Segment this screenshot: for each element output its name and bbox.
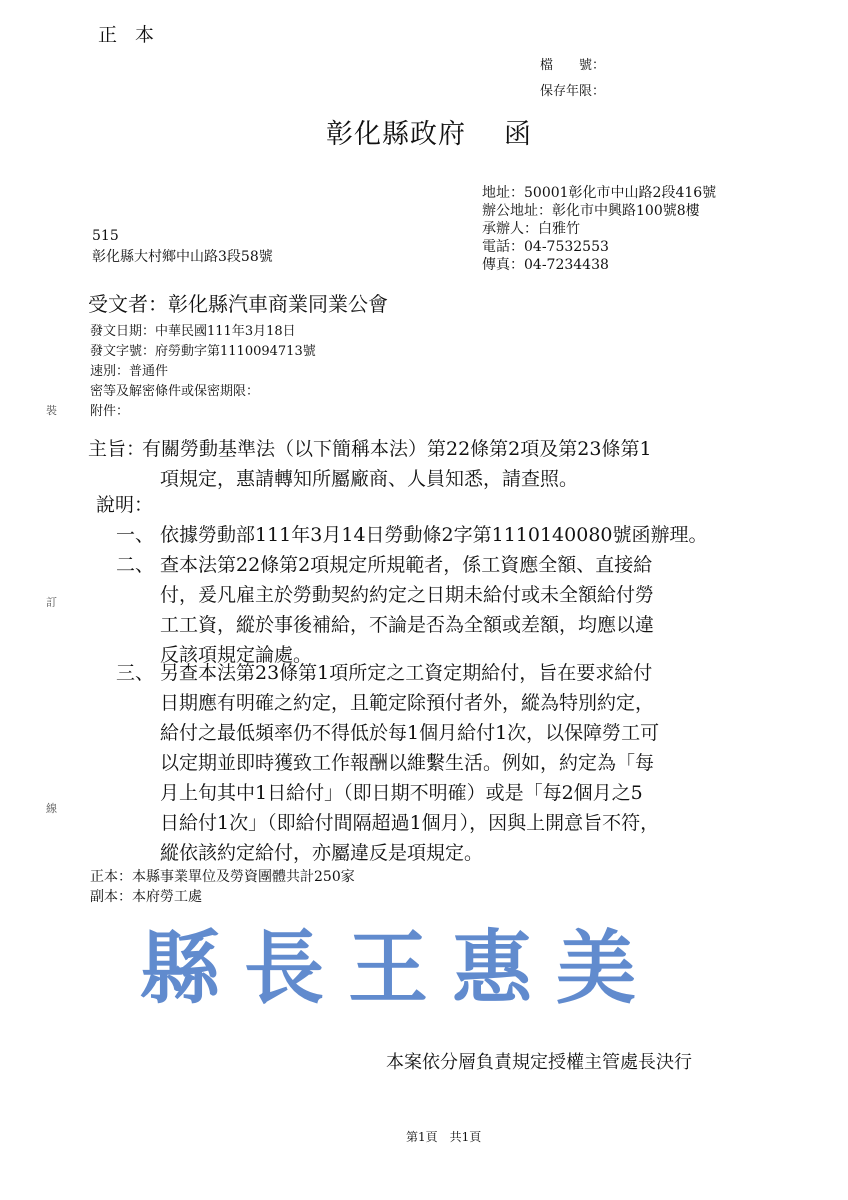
explanation-item-line: 日期應有明確之約定，且範定除預付者外，縱為特別約定，: [160, 692, 655, 714]
seal-character: 長: [244, 921, 324, 1015]
subject-line: 有關勞動基準法（以下簡稱本法）第22條第2項及第23條第1: [142, 438, 652, 460]
binding-mark: 裝: [46, 404, 57, 417]
recipient-postcode: 515: [92, 228, 119, 244]
subject-label: 主旨：: [88, 438, 146, 460]
recipient: 受文者：彰化縣汽車商業同業公會: [88, 292, 388, 316]
explanation-item-line: 工工資，縱於事後補給，不論是否為全額或差額，均應以違: [160, 614, 655, 636]
explanation-item-line: 反該項規定論處。: [160, 644, 313, 666]
file-number-label: 檔 號：: [540, 58, 606, 73]
attachments: 附件：: [90, 404, 130, 419]
seal-character: 縣: [140, 921, 220, 1015]
magistrate-signature-stamp: [128, 910, 648, 1020]
sender-office-address: 辦公地址：彰化市中興路100號8樓: [482, 203, 700, 219]
document-title: [326, 112, 532, 151]
subject-line: 項規定，惠請轉知所屬廠商、人員知悉，請查照。: [160, 468, 579, 490]
explanation-item-number: 二、: [116, 554, 155, 576]
sender-contact-person: 承辦人：白雅竹: [482, 221, 580, 237]
binding-mark: 線: [46, 802, 57, 815]
seal-character: 王: [348, 921, 428, 1015]
explanation-label: 說明：: [96, 494, 154, 516]
explanation-item-line: 查本法第22條第2項規定所規範者，係工資應全額、直接給: [160, 554, 653, 576]
explanation-item-line: 縱依該約定給付，亦屬違反是項規定。: [160, 842, 484, 864]
explanation-item-line: 給付之最低頻率仍不得低於每1個月給付1次，以保障勞工可: [160, 722, 660, 744]
seal-characters: [140, 921, 636, 1015]
binding-mark: 訂: [46, 596, 57, 609]
sender-fax: 傳真：04-7234438: [482, 257, 609, 273]
recipient-address: 彰化縣大村鄉中山路3段58號: [92, 249, 273, 265]
page-number: 第1頁 共1頁: [406, 1130, 482, 1144]
seal-character: 美: [556, 921, 636, 1015]
seal-character: 惠: [452, 921, 532, 1015]
document-type: 函: [504, 119, 532, 150]
copy-recipients: 副本：本府勞工處: [90, 889, 202, 905]
main-recipients: 正本：本縣事業單位及勞資團體共計250家: [90, 869, 355, 885]
sender-phone: 電話：04-7532553: [482, 239, 609, 255]
retention-period-label: 保存年限：: [540, 84, 606, 99]
explanation-item-line: 以定期並即時獲致工作報酬以維繫生活。例如，約定為「每: [160, 752, 655, 774]
explanation-item-line: 日給付1次」（即給付間隔超過1個月），因與上開意旨不符，: [160, 812, 660, 834]
agency-name: 彰化縣政府: [326, 119, 466, 150]
explanation-item-line: 依據勞動部111年3月14日勞動條2字第1110140080號函辦理。: [160, 524, 708, 546]
document-number: 發文字號：府勞動字第1110094713號: [90, 344, 316, 359]
explanation-item-number: 一、: [116, 524, 155, 546]
explanation-item-line: 另查本法第23條第1項所定之工資定期給付，旨在要求給付: [160, 662, 653, 684]
explanation-item-number: 三、: [116, 662, 155, 684]
sender-address: 地址：50001彰化市中山路2段416號: [482, 185, 717, 201]
delivery-speed: 速別：普通件: [90, 364, 169, 379]
delegation-statement: 本案依分層負責規定授權主管處長決行: [386, 1052, 692, 1073]
explanation-item-line: 月上旬其中1日給付」（即日期不明確）或是「每2個月之5: [160, 782, 643, 804]
issue-date: 發文日期：中華民國111年3月18日: [90, 324, 296, 339]
explanation-item-line: 付，爰凡雇主於勞動契約約定之日期未給付或未全額給付勞: [160, 584, 655, 606]
confidentiality-level: 密等及解密條件或保密期限：: [90, 384, 260, 399]
copy-mark: 正本: [98, 24, 173, 46]
